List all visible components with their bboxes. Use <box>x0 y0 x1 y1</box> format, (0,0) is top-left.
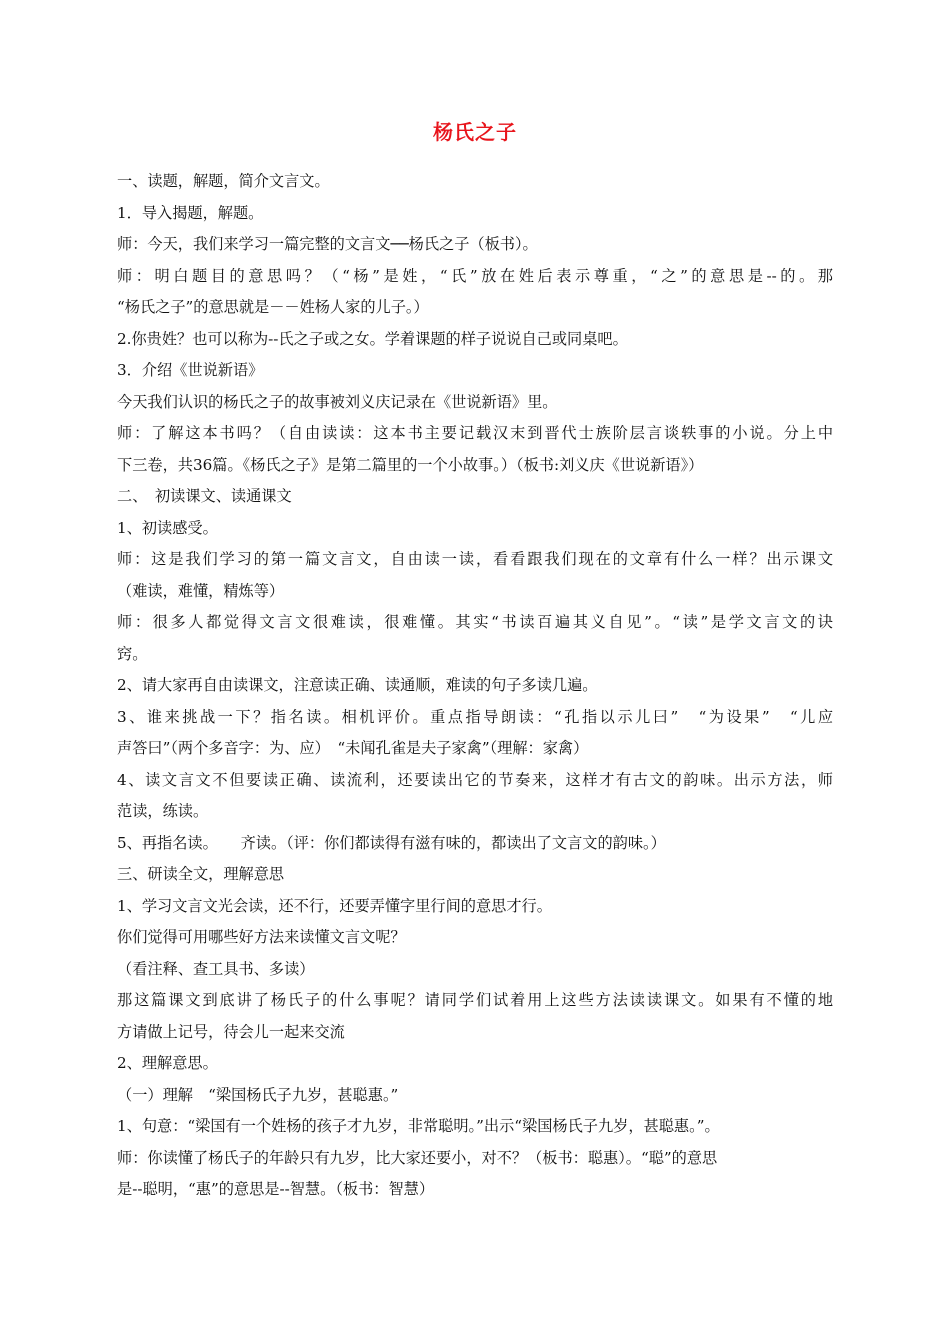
text-line: 师：很多人都觉得文言文很难读，很难懂。其实“书读百遍其义自见”。“读”是学文言文的诀 <box>117 613 833 631</box>
text-line: 2.你贵姓？也可以称为--氏之子或之女。学着课题的样子说说自己或同桌吧。 <box>117 329 628 348</box>
text-line: 1、学习文言文光会读，还不行，还要弄懂字里行间的意思才行。 <box>117 896 552 915</box>
text-line: （难读，难懂，精炼等） <box>117 581 285 600</box>
text-line: （看注释、查工具书、多读） <box>117 959 315 978</box>
text-line: 下三卷，共36篇。《杨氏之子》是第二篇里的一个小故事。）（板书:刘义庆《世说新语》） <box>117 455 704 474</box>
text-line: 4、读文言文不但要读正确、读流利，还要读出它的节奏来，这样才有古文的韵味。出示方法，师 <box>117 770 833 789</box>
text-line: 2、请大家再自由读课文，注意读正确、读通顺，难读的句子多读几遍。 <box>117 676 598 694</box>
text-line: 范读，练读。 <box>117 802 209 820</box>
text-line: （一）理解 “梁国杨氏子九岁，甚聪惠。” <box>117 1085 399 1104</box>
text-line: 那这篇课文到底讲了杨氏子的什么事呢？请同学们试着用上这些方法读读课文。如果有不懂的地 <box>117 991 833 1009</box>
text-line: 你们觉得可用哪些好方法来读懂文言文呢？ <box>117 928 406 946</box>
text-line: 今天我们认识的杨氏之子的故事被刘义庆记录在《世说新语》里。 <box>117 392 558 411</box>
text-line: 师：了解这本书吗？（自由读读：这本书主要记载汉末到晋代士族阶层言谈轶事的小说。分上中 <box>117 424 833 442</box>
text-line: 二、 初读课文、读通课文 <box>117 487 292 505</box>
text-line: 1、句意：“梁国有一个姓杨的孩子才九岁，非常聪明。”出示“梁国杨氏子九岁，甚聪惠。”。 <box>117 1117 720 1135</box>
text-line: 1．导入揭题，解题。 <box>117 203 264 222</box>
text-line: “杨氏之子”的意思就是－－姓杨人家的儿子。） <box>117 298 429 316</box>
text-line: 三、研读全文，理解意思 <box>117 865 285 883</box>
text-line: 师：明白题目的意思吗？（“杨”是姓，“氏”放在姓后表示尊重，“之”的意思是--的。那 <box>117 266 833 285</box>
text-line: 3．介绍《世说新语》 <box>117 361 264 379</box>
text-line: 声答曰”（两个多音字：为、应） “未闻孔雀是夫子家禽”（理解：家禽） <box>117 739 589 757</box>
text-line: 师：今天，我们来学习一篇完整的文言文──杨氏之子（板书）。 <box>117 235 538 253</box>
text-line: 方请做上记号，待会儿一起来交流 <box>117 1022 345 1041</box>
text-line: 窍。 <box>117 644 148 663</box>
text-line: 一、读题，解题，简介文言文。 <box>117 172 330 190</box>
text-line: 1、初读感受。 <box>117 518 218 537</box>
document-body <box>117 166 833 1206</box>
text-line: 5、再指名读。 齐读。（评：你们都读得有滋有味的，都读出了文言文的韵味。） <box>117 833 666 852</box>
text-line: 2、理解意思。 <box>117 1054 218 1072</box>
text-line: 是--聪明，“惠”的意思是--智慧。（板书：智慧） <box>117 1180 435 1198</box>
text-line: 师：这是我们学习的第一篇文言文，自由读一读，看看跟我们现在的文章有什么一样？出示课文 <box>117 550 833 568</box>
text-line: 师：你读懂了杨氏子的年龄只有九岁，比大家还要小，对不？（板书：聪惠）。“聪”的意思 <box>117 1148 718 1167</box>
text-line: 3、谁来挑战一下？指名读。相机评价。重点指导朗读：“孔指以示儿曰” “为设果” “儿应 <box>117 707 833 726</box>
document-title: 杨氏之子 <box>433 120 517 144</box>
